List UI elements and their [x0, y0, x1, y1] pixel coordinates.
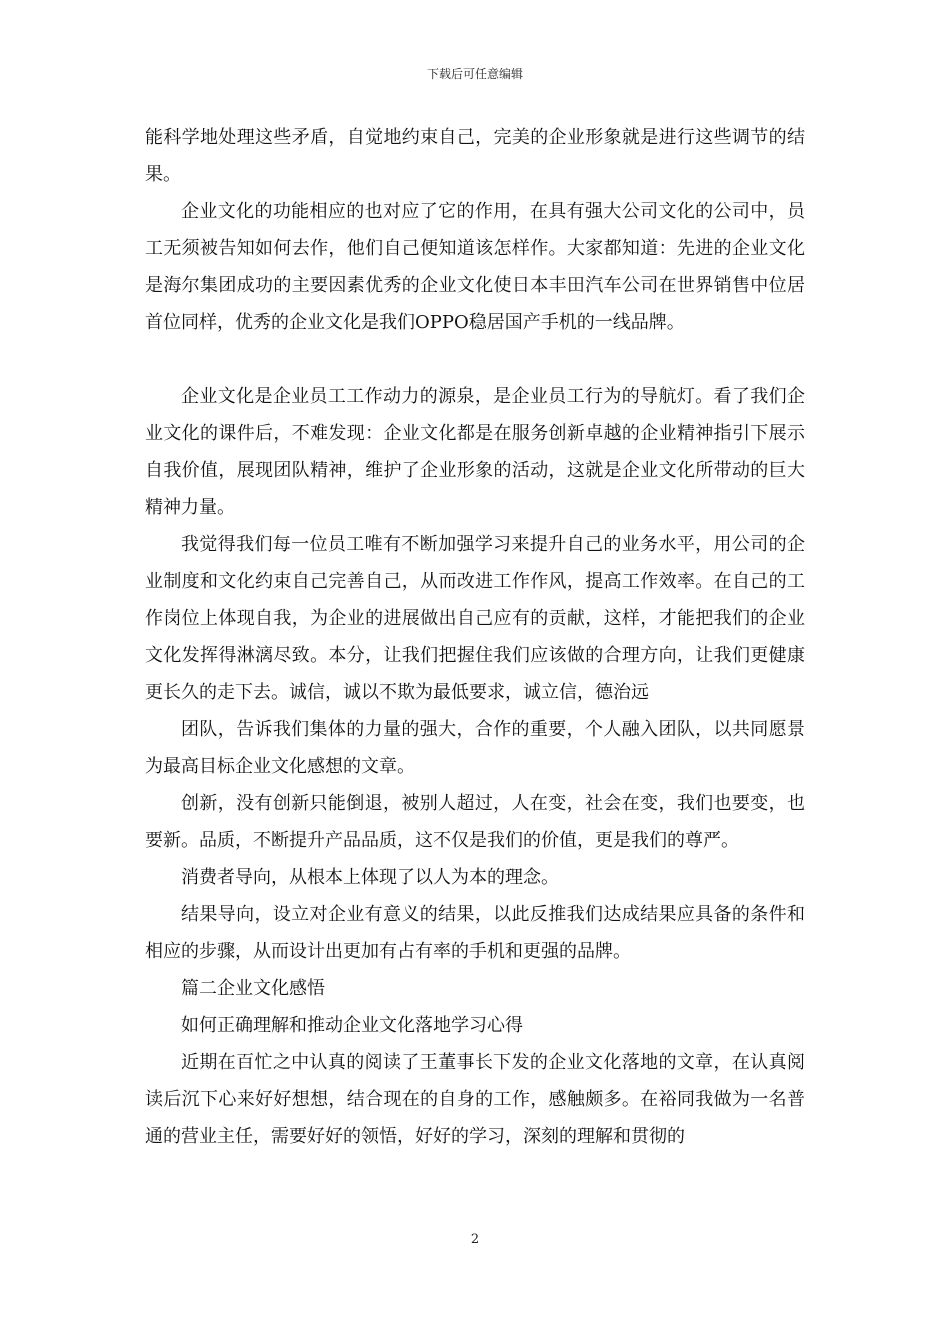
paragraph: 团队，告诉我们集体的力量的强大，合作的重要，个人融入团队，以共同愿景为最高目标企业文化感想的文章。: [145, 719, 805, 777]
paragraph: 近期在百忙之中认真的阅读了王董事长下发的企业文化落地的文章，在认真阅读后沉下心来好好想想，结合现在的自身的工作，感触颇多。在裕同我做为一名普通的营业主任，需要好好的领悟，好好的学习，深刻的理解和贯彻的: [145, 1052, 805, 1147]
paragraph: 创新，没有创新只能倒退，被别人超过，人在变，社会在变，我们也要变，也要新。品质，不断提升产品品质，这不仅是我们的价值，更是我们的尊严。: [145, 793, 805, 851]
paragraph: 能科学地处理这些矛盾，自觉地约束自己，完美的企业形象就是进行这些调节的结果。: [145, 127, 805, 185]
paragraph: 我觉得我们每一位员工唯有不断加强学习来提升自己的业务水平，用公司的企业制度和文化约束自己完善自己，从而改进工作作风，提高工作效率。在自己的工作岗位上体现自我，为企业的进展做出自己应有的贡献，这样，才能把我们的企业文化发挥得淋漓尽致。本分，让我们把握住我们应该做的合理方向，让我们更健康更长久的走下去。诚信，诚以不欺为最低要求，诚立信，德治远: [145, 534, 805, 703]
paragraph: 企业文化的功能相应的也对应了它的作用，在具有强大公司文化的公司中，员工无须被告知如何去作，他们自己便知道该怎样作。大家都知道：先进的企业文化是海尔集团成功的主要因素优秀的企业文化使日本丰田汽车公司在世界销售中位居首位同样，优秀的企业文化是我们OPPO稳居国产手机的一线品牌。: [145, 201, 805, 333]
page-header: 下载后可任意编辑: [426, 67, 523, 81]
article-title: 如何正确理解和推动企业文化落地学习心得: [181, 1015, 523, 1036]
page-number: 2: [470, 1232, 480, 1247]
paragraph-spacer: [145, 341, 805, 378]
section-heading: 篇二企业文化感悟: [181, 978, 325, 999]
document-body: [145, 119, 805, 1155]
paragraph: 企业文化是企业员工工作动力的源泉，是企业员工行为的导航灯。看了我们企业文化的课件后，不难发现：企业文化都是在服务创新卓越的企业精神指引下展示自我价值，展现团队精神，维护了企业形象的活动，这就是企业文化所带动的巨大精神力量。: [145, 386, 805, 518]
paragraph: 结果导向，设立对企业有意义的结果，以此反推我们达成结果应具备的条件和相应的步骤，从而设计出更加有占有率的手机和更强的品牌。: [145, 904, 805, 962]
paragraph: 消费者导向，从根本上体现了以人为本的理念。: [181, 867, 559, 888]
